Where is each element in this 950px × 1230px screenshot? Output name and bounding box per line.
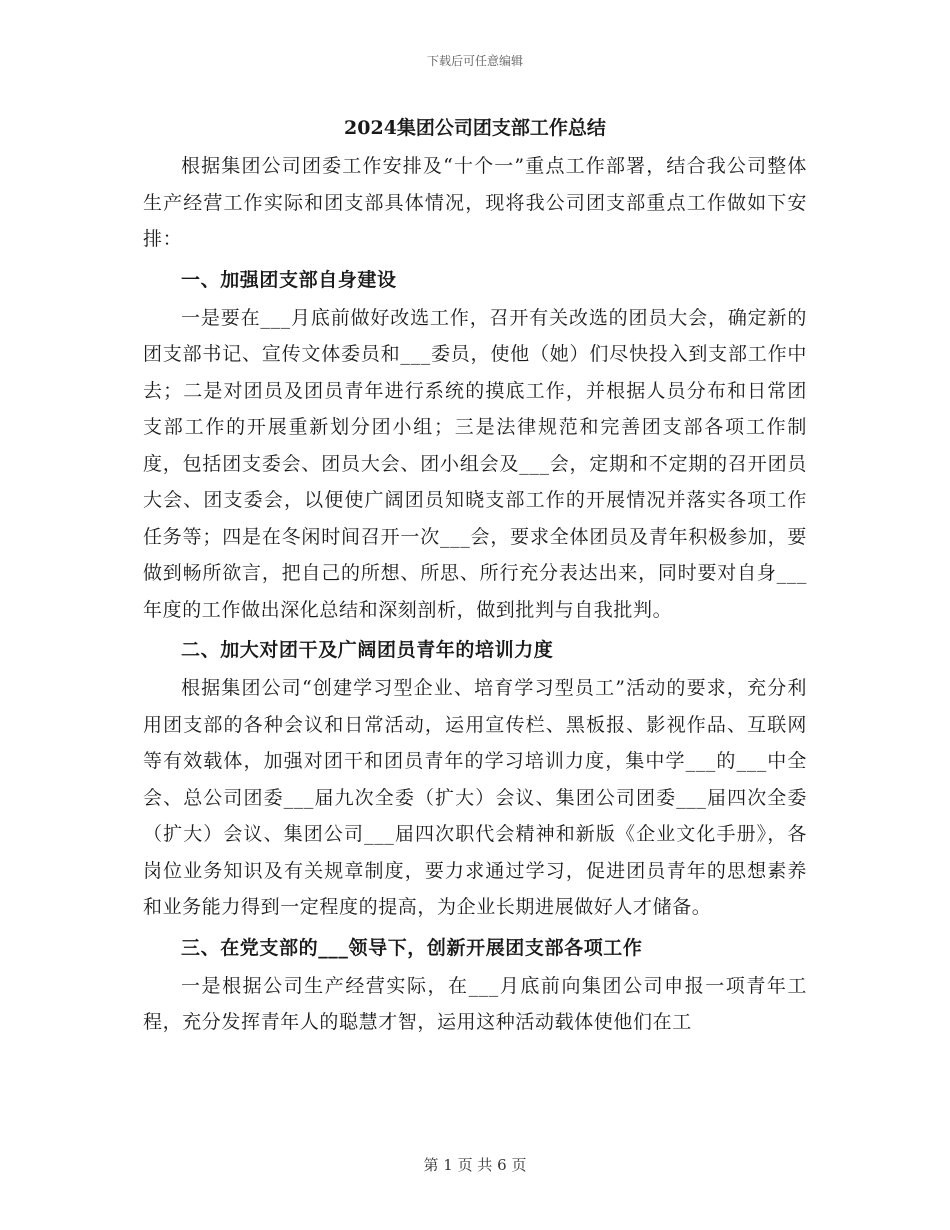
section-2-body: 根据集团公司“创建学习型企业、培育学习型员工”活动的要求，充分利用团支部的各种会议和日常活动，运用宣传栏、黑板报、影视作品、互联网等有效载体，加强对团干和团员青年的学习培训力度，集中学___的___中全会、总公司团委___届九次全委（扩大）会议、集团公司团委___届四次全委（扩大）会议、集团公司___届四次职代会精神和新版《企业文化手册》，各岗位业务知识及有关规章制度，要力求通过学习，促进团员青年的思想素养和业务能力得到一定程度的提高，为企业长期进展做好人才储备。 bbox=[143, 677, 807, 918]
section-1-heading: 一、加强团支部自身建设 bbox=[181, 268, 397, 291]
page-header-note: 下载后可任意编辑 bbox=[426, 54, 523, 68]
page-number-indicator: 第 1 页 共 6 页 bbox=[423, 1156, 527, 1174]
section-3-heading: 三、在党支部的___领导下，创新开展团支部各项工作 bbox=[181, 936, 643, 959]
document-title: 2024集团公司团支部工作总结 bbox=[344, 117, 606, 139]
section-2-heading: 二、加大对团干及广阔团员青年的培训力度 bbox=[181, 639, 554, 661]
section-1-body: 一是要在___月底前做好改选工作，召开有关改选的团员大会，确定新的团支部书记、宣传文体委员和___委员，使他（她）们尽快投入到支部工作中去；二是对团员及团员青年进行系统的摸底工作，并根据人员分布和日常团支部工作的开展重新划分团小组；三是法律规范和完善团支部各项工作制度，包括团支委会、团员大会、团小组会及___会，定期和不定期的召开团员大会、团支委会，以便使广阔团员知晓支部工作的开展情况并落实各项工作任务等；四是在冬闲时间召开一次___会，要求全体团员及青年积极参加，要做到畅所欲言，把自己的所想、所思、所行充分表达出来，同时要对自身___年度的工作做出深化总结和深刻剖析，做到批判与自我批判。 bbox=[143, 306, 807, 621]
intro-paragraph: 根据集团公司团委工作安排及“十个一”重点工作部署，结合我公司整体生产经营工作实际和团支部具体情况，现将我公司团支部重点工作做如下安排： bbox=[143, 155, 807, 250]
section-3-body: 一是根据公司生产经营实际，在___月底前向集团公司申报一项青年工程，充分发挥青年人的聪慧才智，运用这种活动载体使他们在工 bbox=[143, 974, 807, 1033]
document-body bbox=[143, 110, 807, 1041]
